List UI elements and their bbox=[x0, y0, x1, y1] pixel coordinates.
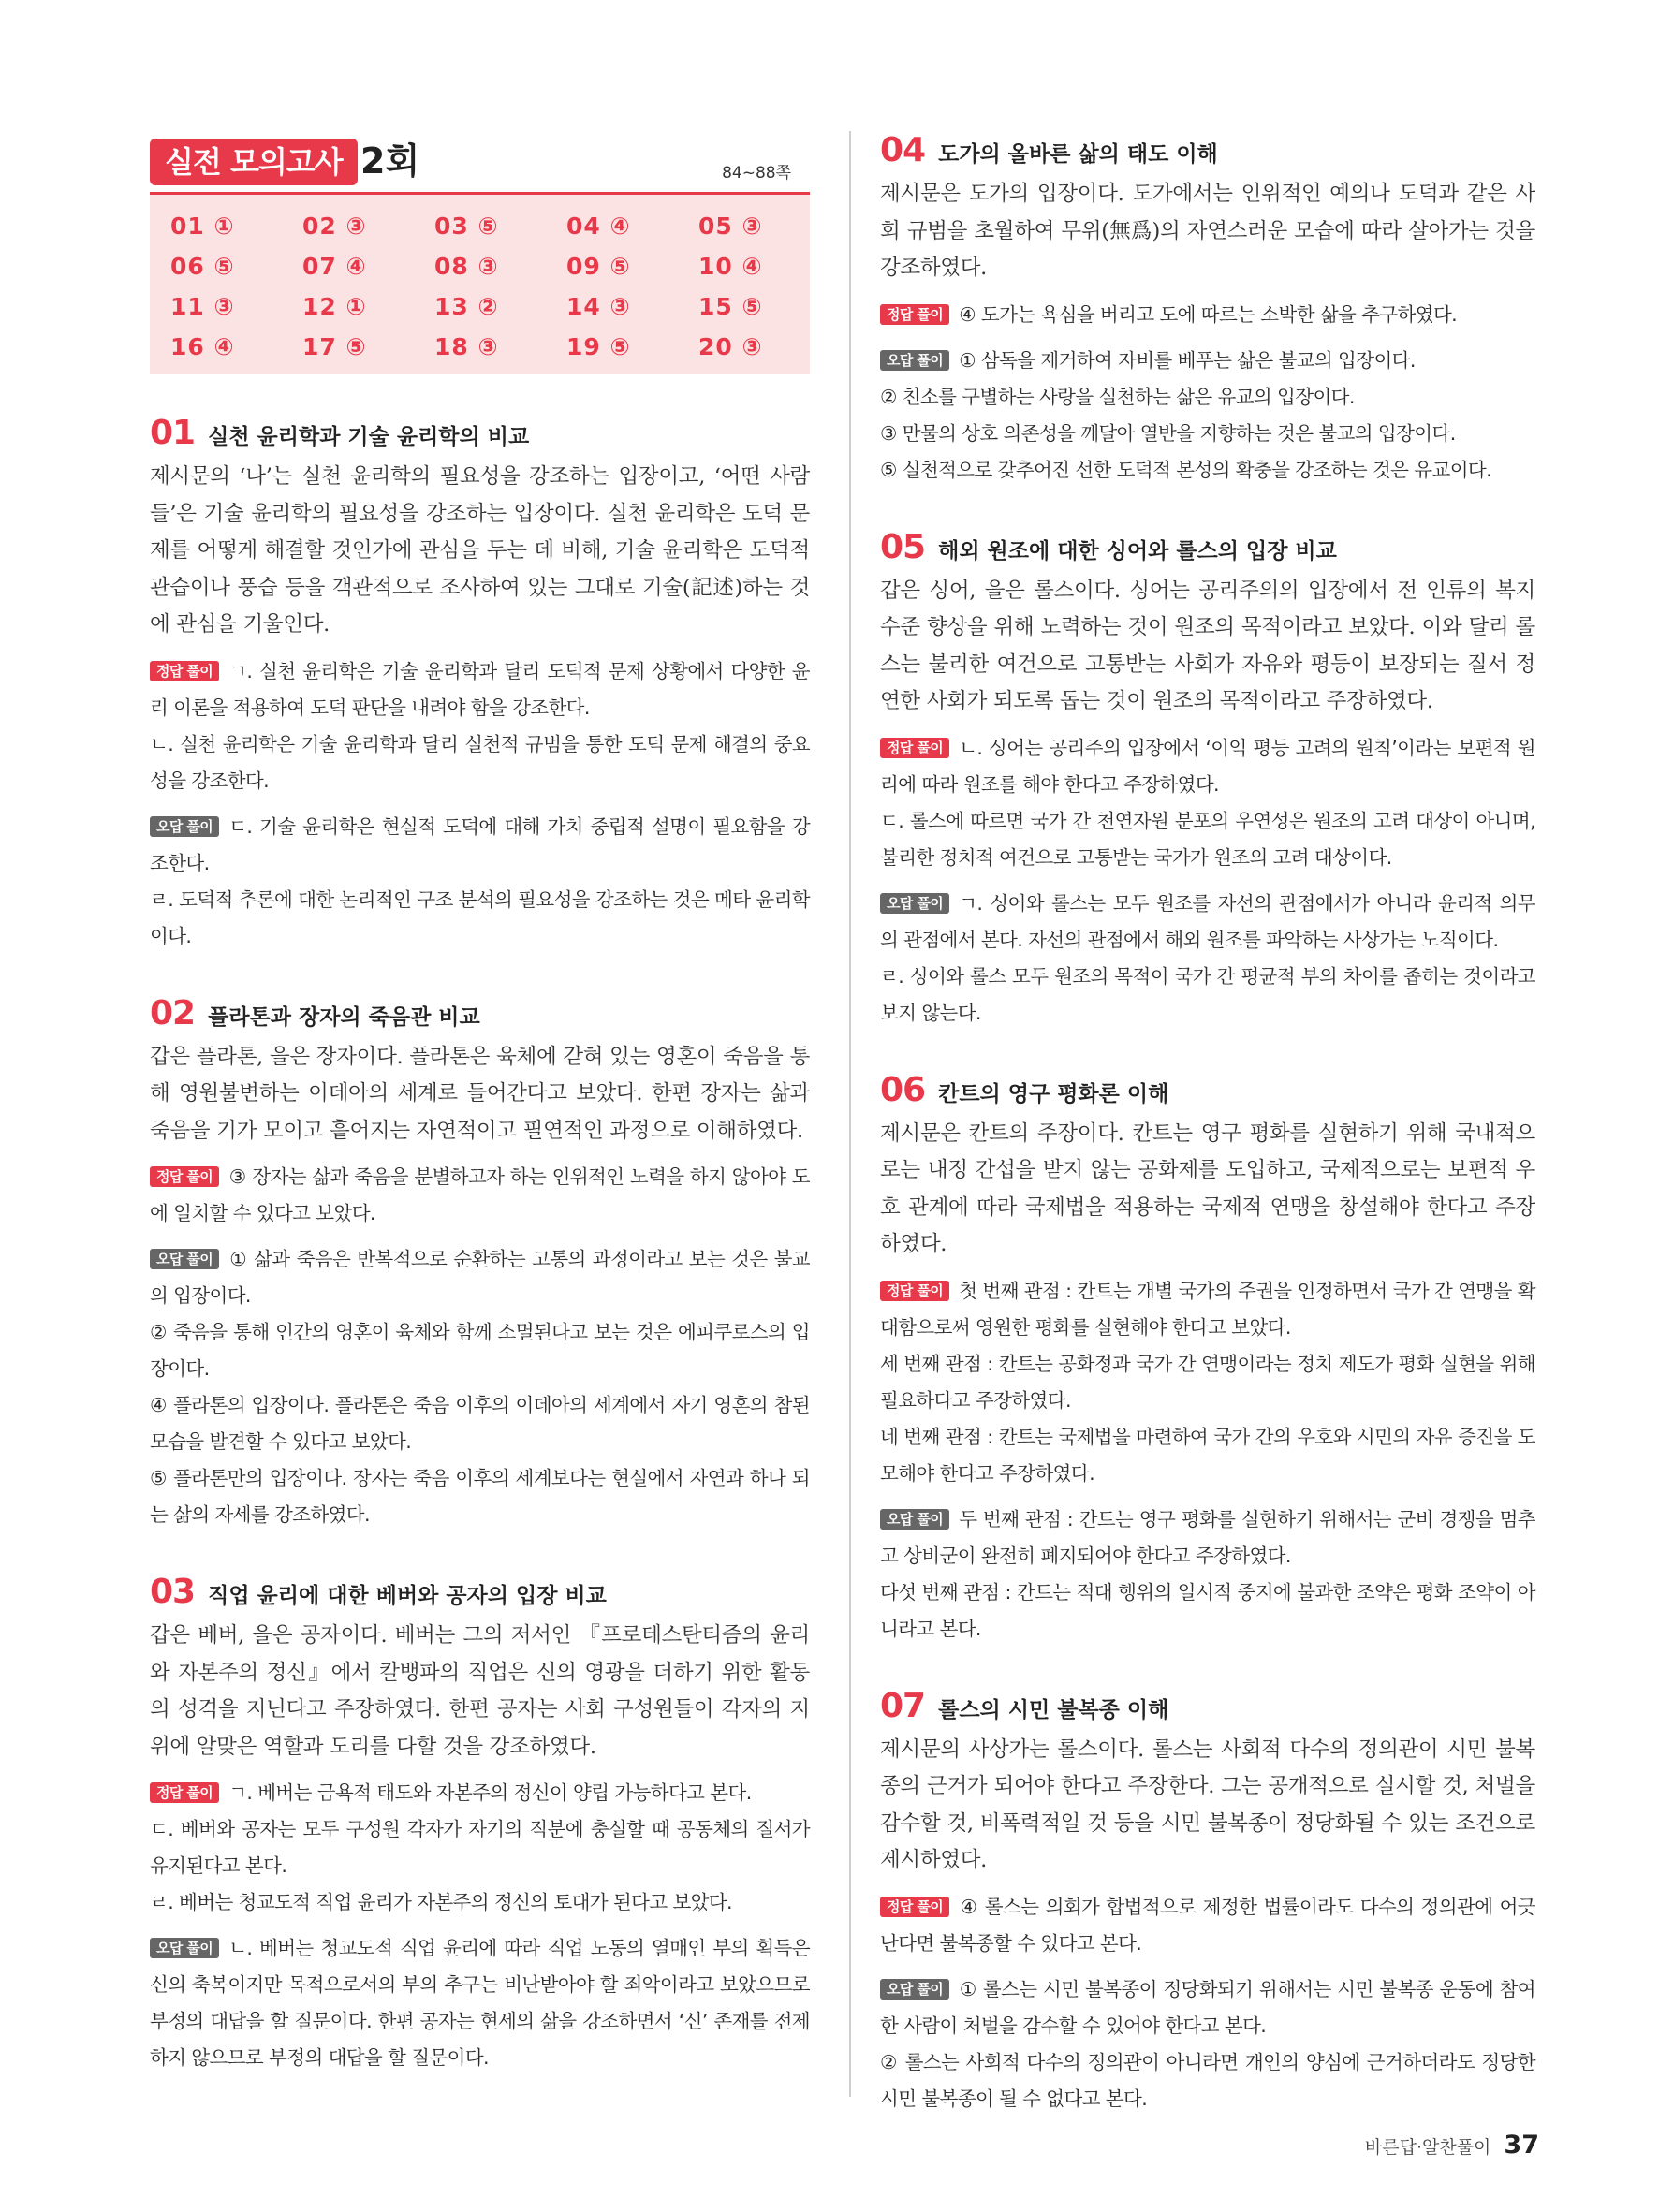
answer-item: 17 ⑤ bbox=[302, 333, 367, 360]
right-column bbox=[880, 131, 1535, 2117]
test-round: 2회 bbox=[360, 140, 420, 182]
correct-explanation: 정답 풀이 ㄴ. 싱어는 공리주의 입장에서 ‘이익 평등 고려의 원칙’이라는 보편적 원리에 따라 원조를 해야 한다고 주장하였다. bbox=[880, 736, 1535, 796]
wrong-explanation: ㄹ. 도덕적 추론에 대한 논리적인 구조 분석의 필요성을 강조하는 것은 메타 윤리학이다. bbox=[150, 887, 810, 947]
correct-explanation: ㄴ. 실천 윤리학은 기술 윤리학과 달리 실천적 규범을 통한 도덕 문제 해결의 중요성을 강조한다. bbox=[150, 732, 810, 792]
correct-explanation: 세 번째 관점 : 칸트는 공화정과 국가 간 연맹이라는 정치 제도가 평화 실현을 위해 필요하다고 주장하였다. bbox=[880, 1352, 1535, 1412]
column-divider bbox=[849, 131, 851, 2097]
section-heading bbox=[880, 131, 1535, 170]
wrong-explanation: 다섯 번째 관점 : 칸트는 적대 행위의 일시적 중지에 불과한 조약은 평화 조약이 아니라고 본다. bbox=[880, 1580, 1535, 1640]
test-header bbox=[150, 131, 810, 195]
correct-explanation: 정답 풀이 ④ 롤스는 의회가 합법적으로 제정한 법률이라도 다수의 정의관에 어긋난다면 불복종할 수 있다고 본다. bbox=[880, 1895, 1535, 1955]
wrong-explanation: ② 죽음을 통해 인간의 영혼이 육체와 함께 소멸된다고 보는 것은 에피쿠로스의 입장이다. bbox=[150, 1321, 810, 1380]
correct-tag: 정답 풀이 bbox=[150, 1166, 219, 1187]
correct-explanation: ㄷ. 베버와 공자는 모두 구성원 각자가 자기의 직분에 충실할 때 공동체의 질서가 유지된다고 본다. bbox=[150, 1818, 810, 1877]
question-number: 05 bbox=[880, 527, 926, 566]
question-number: 02 bbox=[150, 993, 196, 1033]
answer-item: 02 ③ bbox=[302, 212, 367, 240]
wrong-explanation: 오답 풀이 ① 삶과 죽음은 반복적으로 순환하는 고통의 과정이라고 보는 것은 불교의 입장이다. bbox=[150, 1248, 810, 1307]
answer-item: 11 ③ bbox=[170, 293, 235, 320]
answer-item: 03 ⑤ bbox=[434, 212, 499, 240]
question-03-explanation bbox=[150, 1573, 810, 2076]
wrong-tag: 오답 풀이 bbox=[150, 816, 219, 837]
correct-tag: 정답 풀이 bbox=[880, 738, 949, 758]
answer-item: 10 ④ bbox=[698, 253, 763, 280]
wrong-explanation: ④ 플라톤의 입장이다. 플라톤은 죽음 이후의 이데아의 세계에서 자기 영혼의 참된 모습을 발견할 수 있다고 보았다. bbox=[150, 1394, 810, 1453]
correct-explanation: 정답 풀이 ③ 장자는 삶과 죽음을 분별하고자 하는 인위적인 노력을 하지 않아야 도에 일치할 수 있다고 보았다. bbox=[150, 1165, 810, 1224]
answer-item: 14 ③ bbox=[566, 293, 631, 320]
section-title: 플라톤과 장자의 죽음관 비교 bbox=[208, 1004, 480, 1030]
question-04-explanation bbox=[880, 131, 1535, 489]
wrong-tag: 오답 풀이 bbox=[880, 350, 949, 371]
section-heading bbox=[150, 1573, 810, 1612]
page-number: 37 bbox=[1504, 2131, 1539, 2160]
answer-item: 09 ⑤ bbox=[566, 253, 631, 280]
wrong-explanation: 오답 풀이 ㄷ. 기술 윤리학은 현실적 도덕에 대해 가치 중립적 설명이 필요함을 강조한다. bbox=[150, 814, 810, 874]
correct-explanation: 정답 풀이 ④ 도가는 욕심을 버리고 도에 따르는 소박한 삶을 추구하였다. bbox=[880, 297, 1535, 333]
wrong-explanation: ㄹ. 싱어와 롤스 모두 원조의 목적이 국가 간 평균적 부의 차이를 좁히는 것이라고 보지 않는다. bbox=[880, 964, 1535, 1024]
answer-item: 13 ② bbox=[434, 293, 499, 320]
passage-summary: 갑은 싱어, 을은 롤스이다. 싱어는 공리주의의 입장에서 전 인류의 복지 수준 향상을 위해 노력하는 것이 원조의 목적이라고 보았다. 이와 달리 롤스는 불리한 여건으로 고통받는 사회가 자유와 평등이 보장되는 질서 정연한 사회가 되도록 돕는 것이 원조의 목적이라고 주장하였다. bbox=[880, 578, 1535, 713]
section-heading bbox=[150, 994, 810, 1033]
page-footer bbox=[1365, 2131, 1539, 2160]
wrong-tag: 오답 풀이 bbox=[150, 1938, 219, 1958]
test-title-badge: 실전 모의고사 bbox=[150, 139, 358, 185]
section-heading bbox=[880, 1687, 1535, 1726]
wrong-explanation: 오답 풀이 ㄴ. 베버는 청교도적 직업 윤리에 따라 직업 노동의 열매인 부의 획득은 신의 축복이지만 목적으로서의 부의 추구는 비난받아야 할 죄악이라고 보았으므로 부정의 대답을 할 질문이다. 한편 공자는 현세의 삶을 강조하면서 ‘신’ 존재를 전제하지 않으므로 부정의 대답을 할 질문이다. bbox=[150, 1937, 810, 2069]
wrong-tag: 오답 풀이 bbox=[880, 1509, 949, 1530]
question-number: 03 bbox=[150, 1573, 196, 1611]
question-06-explanation bbox=[880, 1071, 1535, 1648]
section-heading bbox=[880, 1071, 1535, 1110]
wrong-explanation: 오답 풀이 ㄱ. 싱어와 롤스는 모두 원조를 자선의 관점에서가 아니라 윤리적 의무의 관점에서 본다. 자선의 관점에서 해외 원조를 파악하는 사상가는 노직이다. bbox=[880, 891, 1535, 951]
answer-item: 01 ① bbox=[170, 212, 235, 240]
question-07-explanation bbox=[880, 1687, 1535, 2117]
question-number: 01 bbox=[150, 414, 196, 452]
answer-item: 05 ③ bbox=[698, 212, 763, 240]
correct-explanation: 네 번째 관점 : 칸트는 국제법을 마련하여 국가 간의 우호와 시민의 자유 증진을 도모해야 한다고 주장하였다. bbox=[880, 1425, 1535, 1485]
correct-explanation: 정답 풀이 ㄱ. 실천 윤리학은 기술 윤리학과 달리 도덕적 문제 상황에서 다양한 윤리 이론을 적용하여 도덕 판단을 내려야 함을 강조한다. bbox=[150, 659, 810, 719]
section-title: 실천 윤리학과 기술 윤리학의 비교 bbox=[208, 425, 530, 449]
passage-summary: 제시문의 사상가는 롤스이다. 롤스는 사회적 다수의 정의관이 시민 불복종의 근거가 되어야 한다고 주장한다. 그는 공개적으로 실시할 것, 처벌을 감수할 것, 비폭력적일 것 등을 시민 불복종이 정당화될 수 있는 조건으로 제시하였다. bbox=[880, 1736, 1535, 1872]
answer-item: 12 ① bbox=[302, 293, 367, 320]
correct-tag: 정답 풀이 bbox=[880, 304, 949, 325]
section-title: 도가의 올바른 삶의 태도 이해 bbox=[938, 142, 1218, 167]
left-column bbox=[150, 131, 810, 2076]
section-title: 직업 윤리에 대한 베버와 공자의 입장 비교 bbox=[208, 1584, 607, 1608]
answer-item: 20 ③ bbox=[698, 333, 763, 360]
book-title: 바른답·알찬풀이 bbox=[1364, 2137, 1491, 2158]
correct-tag: 정답 풀이 bbox=[150, 661, 219, 681]
correct-tag: 정답 풀이 bbox=[880, 1281, 949, 1301]
wrong-explanation: 오답 풀이 ① 삼독을 제거하여 자비를 베푸는 삶은 불교의 입장이다. bbox=[880, 343, 1535, 379]
header-rule bbox=[150, 192, 810, 195]
answer-item: 15 ⑤ bbox=[698, 293, 763, 320]
wrong-explanation: 오답 풀이 두 번째 관점 : 칸트는 영구 평화를 실현하기 위해서는 군비 경쟁을 멈추고 상비군이 완전히 폐지되어야 한다고 주장하였다. bbox=[880, 1507, 1535, 1567]
passage-summary: 갑은 베버, 을은 공자이다. 베버는 그의 저서인 『프로테스탄티즘의 윤리와 자본주의 정신』에서 칼뱅파의 직업은 신의 영광을 더하기 위한 활동의 성격을 지닌다고 주장하였다. 한편 공자는 사회 구성원들이 각자의 지위에 알맞은 역할과 도리를 다할 것을 강조하였다. bbox=[150, 1623, 810, 1759]
question-01-explanation bbox=[150, 414, 810, 955]
answer-item: 18 ③ bbox=[434, 333, 499, 360]
passage-summary: 제시문의 ‘나’는 실천 윤리학의 필요성을 강조하는 입장이고, ‘어떤 사람들’은 기술 윤리학의 필요성을 강조하는 입장이다. 실천 윤리학은 도덕 문제를 어떻게 해결할 것인가에 관심을 두는 데 비해, 기술 윤리학은 도덕적 관습이나 풍습 등을 객관적으로 조사하여 있는 그대로 기술(記述)하는 것에 관심을 기울인다. bbox=[150, 464, 810, 637]
wrong-explanation: ② 친소를 구별하는 사랑을 실천하는 삶은 유교의 입장이다. bbox=[880, 385, 1355, 408]
wrong-tag: 오답 풀이 bbox=[880, 1979, 949, 2000]
wrong-explanation: ② 롤스는 사회적 다수의 정의관이 아니라면 개인의 양심에 근거하더라도 정당한 시민 불복종이 될 수 없다고 본다. bbox=[880, 2050, 1535, 2110]
page-range: 84~88쪽 bbox=[722, 164, 791, 183]
correct-explanation: ㄷ. 롤스에 따르면 국가 간 천연자원 분포의 우연성은 원조의 고려 대상이 아니며, 불리한 정치적 여건으로 고통받는 국가가 원조의 고려 대상이다. bbox=[880, 809, 1535, 869]
answer-item: 08 ③ bbox=[434, 253, 499, 280]
section-heading bbox=[880, 528, 1535, 567]
question-02-explanation bbox=[150, 994, 810, 1534]
wrong-explanation: ③ 만물의 상호 의존성을 깨달아 열반을 지향하는 것은 불교의 입장이다. bbox=[880, 421, 1456, 445]
answer-item: 07 ④ bbox=[302, 253, 367, 280]
question-number: 06 bbox=[880, 1070, 926, 1109]
correct-explanation: 정답 풀이 ㄱ. 베버는 금욕적 태도와 자본주의 정신이 양립 가능하다고 본다. bbox=[150, 1775, 810, 1811]
answer-key-grid bbox=[150, 195, 810, 374]
answer-item: 04 ④ bbox=[566, 212, 631, 240]
passage-summary: 갑은 플라톤, 을은 장자이다. 플라톤은 육체에 갇혀 있는 영혼이 죽음을 통해 영원불변하는 이데아의 세계로 들어간다고 보았다. 한편 장자는 삶과 죽음을 기가 모이고 흩어지는 자연적이고 필연적인 과정으로 이해하였다. bbox=[150, 1044, 810, 1143]
section-title: 롤스의 시민 불복종 이해 bbox=[938, 1697, 1169, 1722]
passage-summary: 제시문은 도가의 입장이다. 도가에서는 인위적인 예의나 도덕과 같은 사회 규범을 초월하여 무위(無爲)의 자연스러운 모습에 따라 살아가는 것을 강조하였다. bbox=[880, 182, 1535, 280]
wrong-tag: 오답 풀이 bbox=[150, 1249, 219, 1269]
correct-explanation: 정답 풀이 첫 번째 관점 : 칸트는 개별 국가의 주권을 인정하면서 국가 간 연맹을 확대함으로써 영원한 평화를 실현해야 한다고 보았다. bbox=[880, 1279, 1535, 1339]
section-title: 칸트의 영구 평화론 이해 bbox=[938, 1081, 1169, 1106]
wrong-explanation: ⑤ 실천적으로 갖추어진 선한 도덕적 본성의 확충을 강조하는 것은 유교이다. bbox=[880, 458, 1492, 481]
wrong-explanation: 오답 풀이 ① 롤스는 시민 불복종이 정당화되기 위해서는 시민 불복종 운동에 참여한 사람이 처벌을 감수할 수 있어야 한다고 본다. bbox=[880, 1977, 1535, 2037]
question-number: 07 bbox=[880, 1686, 926, 1725]
section-title: 해외 원조에 대한 싱어와 롤스의 입장 비교 bbox=[938, 538, 1337, 564]
answer-item: 06 ⑤ bbox=[170, 253, 235, 280]
section-heading bbox=[150, 414, 810, 453]
answer-item: 19 ⑤ bbox=[566, 333, 631, 360]
passage-summary: 제시문은 칸트의 주장이다. 칸트는 영구 평화를 실현하기 위해 국내적으로는 내정 간섭을 받지 않는 공화제를 도입하고, 국제적으로는 보편적 우호 관계에 따라 국제법을 적용하는 국제적 연맹을 창설해야 한다고 주장하였다. bbox=[880, 1121, 1535, 1256]
question-number: 04 bbox=[880, 131, 926, 169]
wrong-tag: 오답 풀이 bbox=[880, 893, 949, 914]
correct-tag: 정답 풀이 bbox=[150, 1782, 219, 1803]
correct-explanation: ㄹ. 베버는 청교도적 직업 윤리가 자본주의 정신의 토대가 된다고 보았다. bbox=[150, 1891, 732, 1913]
wrong-explanation: ⑤ 플라톤만의 입장이다. 장자는 죽음 이후의 세계보다는 현실에서 자연과 하나 되는 삶의 자세를 강조하였다. bbox=[150, 1467, 810, 1526]
correct-tag: 정답 풀이 bbox=[880, 1897, 949, 1917]
question-05-explanation bbox=[880, 528, 1535, 1032]
answer-item: 16 ④ bbox=[170, 333, 235, 360]
